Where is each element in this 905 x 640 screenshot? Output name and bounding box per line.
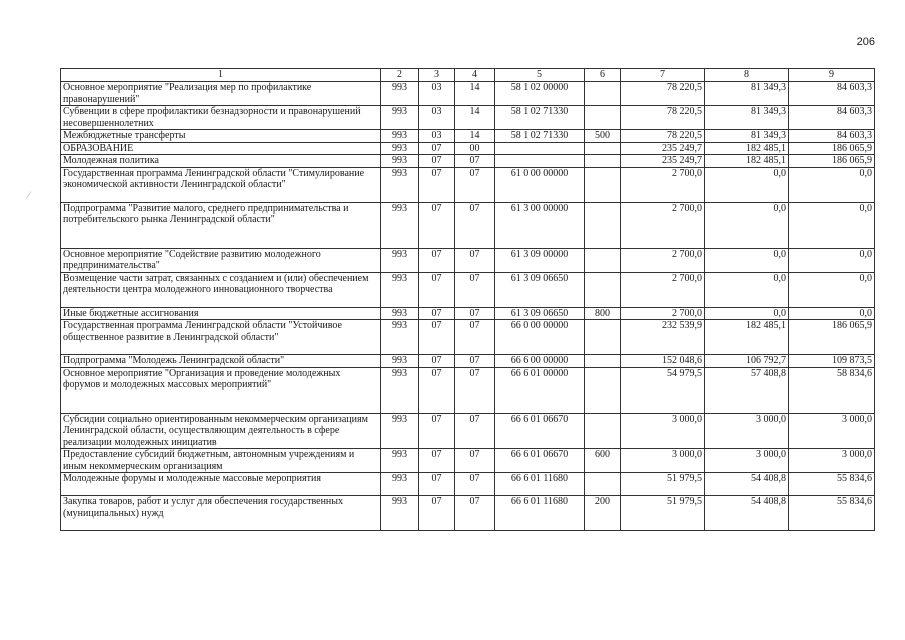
row-value-cell: 0,0 bbox=[789, 248, 875, 272]
col-header: 8 bbox=[705, 69, 789, 82]
row-value-cell: 07 bbox=[455, 167, 495, 202]
row-value-cell: 2 700,0 bbox=[621, 167, 705, 202]
row-name-cell: Закупка товаров, работ и услуг для обеспечения государственных (муниципальных) нужд bbox=[61, 496, 381, 531]
col-header: 4 bbox=[455, 69, 495, 82]
row-value-cell: 07 bbox=[419, 355, 455, 368]
row-value-cell: 84 603,3 bbox=[789, 130, 875, 143]
row-value-cell bbox=[585, 82, 621, 106]
row-value-cell bbox=[585, 142, 621, 155]
row-value-cell: 993 bbox=[381, 320, 419, 355]
row-value-cell: 200 bbox=[585, 496, 621, 531]
row-value-cell: 58 834,6 bbox=[789, 367, 875, 413]
row-value-cell: 993 bbox=[381, 367, 419, 413]
row-name-cell: Субсидии социально ориентированным некоммерческим организациям Ленинградской области, осуществляющим деятельность в сфере реализации молодежных инициатив bbox=[61, 413, 381, 449]
row-value-cell: 81 349,3 bbox=[705, 106, 789, 130]
row-value-cell: 55 834,6 bbox=[789, 473, 875, 496]
table-row bbox=[61, 248, 875, 272]
row-value-cell: 54 979,5 bbox=[621, 367, 705, 413]
row-name-cell: Подпрограмма "Молодежь Ленинградской области" bbox=[61, 355, 381, 368]
row-value-cell bbox=[495, 142, 585, 155]
table-row bbox=[61, 202, 875, 248]
row-value-cell: 66 0 00 00000 bbox=[495, 320, 585, 355]
row-value-cell: 07 bbox=[419, 272, 455, 307]
row-value-cell: 07 bbox=[419, 367, 455, 413]
row-value-cell: 2 700,0 bbox=[621, 248, 705, 272]
row-name-cell: Основное мероприятие "Реализация мер по профилактике правонарушений" bbox=[61, 82, 381, 106]
row-value-cell: 81 349,3 bbox=[705, 82, 789, 106]
row-name-cell: Основное мероприятие "Организация и проведение молодежных форумов и молодежных массовых мероприятий" bbox=[61, 367, 381, 413]
row-value-cell: 07 bbox=[455, 307, 495, 320]
row-value-cell: 07 bbox=[419, 473, 455, 496]
row-value-cell: 55 834,6 bbox=[789, 496, 875, 531]
row-value-cell bbox=[585, 367, 621, 413]
row-value-cell: 993 bbox=[381, 473, 419, 496]
row-value-cell: 993 bbox=[381, 307, 419, 320]
row-value-cell: 66 6 01 11680 bbox=[495, 496, 585, 531]
row-value-cell: 61 3 09 06650 bbox=[495, 272, 585, 307]
row-value-cell: 993 bbox=[381, 167, 419, 202]
row-value-cell: 03 bbox=[419, 82, 455, 106]
row-value-cell: 07 bbox=[419, 413, 455, 449]
row-value-cell: 58 1 02 00000 bbox=[495, 82, 585, 106]
row-value-cell: 57 408,8 bbox=[705, 367, 789, 413]
row-name-cell: Субвенции в сфере профилактики безнадзорности и правонарушений несовершеннолетних bbox=[61, 106, 381, 130]
row-value-cell: 66 6 01 06670 bbox=[495, 449, 585, 473]
table-row bbox=[61, 496, 875, 531]
col-header: 3 bbox=[419, 69, 455, 82]
row-value-cell: 235 249,7 bbox=[621, 155, 705, 168]
row-value-cell bbox=[585, 155, 621, 168]
row-value-cell bbox=[585, 272, 621, 307]
row-value-cell: 235 249,7 bbox=[621, 142, 705, 155]
row-value-cell: 61 3 09 06650 bbox=[495, 307, 585, 320]
row-value-cell: 07 bbox=[455, 155, 495, 168]
row-value-cell: 993 bbox=[381, 106, 419, 130]
row-value-cell: 07 bbox=[455, 202, 495, 248]
row-value-cell: 182 485,1 bbox=[705, 142, 789, 155]
col-header: 5 bbox=[495, 69, 585, 82]
col-header: 7 bbox=[621, 69, 705, 82]
table-row bbox=[61, 413, 875, 449]
row-value-cell: 78 220,5 bbox=[621, 130, 705, 143]
row-value-cell: 993 bbox=[381, 496, 419, 531]
row-value-cell bbox=[495, 155, 585, 168]
row-value-cell: 07 bbox=[419, 248, 455, 272]
table-row bbox=[61, 367, 875, 413]
row-value-cell: 84 603,3 bbox=[789, 82, 875, 106]
row-value-cell: 182 485,1 bbox=[705, 320, 789, 355]
row-value-cell: 993 bbox=[381, 155, 419, 168]
table-row bbox=[61, 473, 875, 496]
row-value-cell: 07 bbox=[455, 496, 495, 531]
row-value-cell: 993 bbox=[381, 142, 419, 155]
row-value-cell: 0,0 bbox=[705, 272, 789, 307]
table-row bbox=[61, 142, 875, 155]
row-value-cell: 03 bbox=[419, 130, 455, 143]
row-value-cell: 14 bbox=[455, 130, 495, 143]
row-value-cell: 2 700,0 bbox=[621, 307, 705, 320]
row-value-cell: 993 bbox=[381, 272, 419, 307]
row-name-cell: Предоставление субсидий бюджетным, автономным учреждениям и иным некоммерческим организациям bbox=[61, 449, 381, 473]
table-row bbox=[61, 272, 875, 307]
row-value-cell: 51 979,5 bbox=[621, 473, 705, 496]
row-value-cell: 800 bbox=[585, 307, 621, 320]
table-row bbox=[61, 320, 875, 355]
row-value-cell: 2 700,0 bbox=[621, 272, 705, 307]
row-value-cell bbox=[585, 106, 621, 130]
row-value-cell bbox=[585, 320, 621, 355]
row-value-cell: 109 873,5 bbox=[789, 355, 875, 368]
row-name-cell: Иные бюджетные ассигнования bbox=[61, 307, 381, 320]
row-value-cell: 51 979,5 bbox=[621, 496, 705, 531]
row-value-cell bbox=[585, 413, 621, 449]
row-value-cell: 81 349,3 bbox=[705, 130, 789, 143]
row-value-cell: 3 000,0 bbox=[705, 449, 789, 473]
row-value-cell: 07 bbox=[455, 320, 495, 355]
row-value-cell: 232 539,9 bbox=[621, 320, 705, 355]
row-value-cell: 152 048,6 bbox=[621, 355, 705, 368]
row-value-cell: 66 6 00 00000 bbox=[495, 355, 585, 368]
row-value-cell: 993 bbox=[381, 248, 419, 272]
table-row bbox=[61, 167, 875, 202]
row-value-cell: 66 6 01 06670 bbox=[495, 413, 585, 449]
row-name-cell: Молодежные форумы и молодежные массовые мероприятия bbox=[61, 473, 381, 496]
row-value-cell: 07 bbox=[455, 413, 495, 449]
row-value-cell: 186 065,9 bbox=[789, 142, 875, 155]
row-value-cell bbox=[585, 248, 621, 272]
row-value-cell: 58 1 02 71330 bbox=[495, 106, 585, 130]
row-value-cell bbox=[585, 473, 621, 496]
col-header: 2 bbox=[381, 69, 419, 82]
row-value-cell: 0,0 bbox=[705, 202, 789, 248]
table-row bbox=[61, 355, 875, 368]
row-value-cell: 3 000,0 bbox=[789, 449, 875, 473]
row-name-cell: Подпрограмма "Развитие малого, среднего предпринимательства и потребительского рынка Ленинградской области" bbox=[61, 202, 381, 248]
row-value-cell: 07 bbox=[455, 367, 495, 413]
table-row bbox=[61, 307, 875, 320]
row-value-cell: 07 bbox=[419, 449, 455, 473]
row-value-cell: 500 bbox=[585, 130, 621, 143]
row-value-cell: 0,0 bbox=[705, 167, 789, 202]
table-row bbox=[61, 106, 875, 130]
row-value-cell: 66 6 01 00000 bbox=[495, 367, 585, 413]
row-value-cell: 07 bbox=[455, 248, 495, 272]
row-name-cell: Молодежная политика bbox=[61, 155, 381, 168]
row-value-cell: 07 bbox=[455, 272, 495, 307]
budget-table bbox=[60, 68, 875, 531]
row-value-cell: 0,0 bbox=[789, 307, 875, 320]
row-value-cell: 07 bbox=[419, 142, 455, 155]
row-value-cell: 54 408,8 bbox=[705, 496, 789, 531]
row-value-cell: 54 408,8 bbox=[705, 473, 789, 496]
row-value-cell: 106 792,7 bbox=[705, 355, 789, 368]
row-value-cell: 3 000,0 bbox=[621, 449, 705, 473]
row-value-cell: 58 1 02 71330 bbox=[495, 130, 585, 143]
row-value-cell: 0,0 bbox=[705, 307, 789, 320]
header-row bbox=[61, 69, 875, 82]
row-value-cell: 07 bbox=[455, 473, 495, 496]
row-value-cell: 0,0 bbox=[789, 167, 875, 202]
row-value-cell: 2 700,0 bbox=[621, 202, 705, 248]
row-value-cell: 84 603,3 bbox=[789, 106, 875, 130]
row-value-cell: 07 bbox=[419, 496, 455, 531]
row-name-cell: Межбюджетные трансферты bbox=[61, 130, 381, 143]
row-value-cell: 61 0 00 00000 bbox=[495, 167, 585, 202]
row-value-cell: 0,0 bbox=[705, 248, 789, 272]
row-value-cell: 3 000,0 bbox=[705, 413, 789, 449]
row-value-cell: 600 bbox=[585, 449, 621, 473]
row-value-cell: 00 bbox=[455, 142, 495, 155]
row-name-cell: Государственная программа Ленинградской области "Стимулирование экономической активности Ленинградской области" bbox=[61, 167, 381, 202]
row-value-cell: 0,0 bbox=[789, 202, 875, 248]
table-row bbox=[61, 155, 875, 168]
col-header: 1 bbox=[61, 69, 381, 82]
row-value-cell: 993 bbox=[381, 413, 419, 449]
row-value-cell: 993 bbox=[381, 355, 419, 368]
table-row bbox=[61, 130, 875, 143]
row-value-cell: 14 bbox=[455, 106, 495, 130]
table-row bbox=[61, 82, 875, 106]
row-value-cell bbox=[585, 167, 621, 202]
row-value-cell: 993 bbox=[381, 130, 419, 143]
row-value-cell: 182 485,1 bbox=[705, 155, 789, 168]
row-value-cell: 03 bbox=[419, 106, 455, 130]
row-value-cell: 0,0 bbox=[789, 272, 875, 307]
row-value-cell: 66 6 01 11680 bbox=[495, 473, 585, 496]
row-value-cell: 61 3 09 00000 bbox=[495, 248, 585, 272]
row-value-cell: 3 000,0 bbox=[621, 413, 705, 449]
row-value-cell: 61 3 00 00000 bbox=[495, 202, 585, 248]
row-name-cell: Государственная программа Ленинградской области "Устойчивое общественное развитие в Ленинградской области" bbox=[61, 320, 381, 355]
col-header: 6 bbox=[585, 69, 621, 82]
row-value-cell bbox=[585, 202, 621, 248]
row-value-cell: 07 bbox=[419, 202, 455, 248]
row-value-cell: 07 bbox=[419, 320, 455, 355]
row-value-cell: 3 000,0 bbox=[789, 413, 875, 449]
page-number: 206 bbox=[856, 36, 875, 48]
table-row bbox=[61, 449, 875, 473]
scan-mark: ⁄ bbox=[28, 190, 30, 200]
row-value-cell: 78 220,5 bbox=[621, 106, 705, 130]
row-value-cell: 14 bbox=[455, 82, 495, 106]
row-value-cell: 186 065,9 bbox=[789, 320, 875, 355]
row-value-cell: 07 bbox=[455, 355, 495, 368]
row-name-cell: ОБРАЗОВАНИЕ bbox=[61, 142, 381, 155]
row-value-cell: 07 bbox=[455, 449, 495, 473]
row-name-cell: Основное мероприятие "Содействие развитию молодежного предпринимательства" bbox=[61, 248, 381, 272]
row-value-cell: 993 bbox=[381, 449, 419, 473]
row-name-cell: Возмещение части затрат, связанных с созданием и (или) обеспечением деятельности центра молодежного инновационного творчества bbox=[61, 272, 381, 307]
row-value-cell: 993 bbox=[381, 202, 419, 248]
row-value-cell: 78 220,5 bbox=[621, 82, 705, 106]
row-value-cell bbox=[585, 355, 621, 368]
row-value-cell: 07 bbox=[419, 307, 455, 320]
row-value-cell: 186 065,9 bbox=[789, 155, 875, 168]
row-value-cell: 07 bbox=[419, 155, 455, 168]
col-header: 9 bbox=[789, 69, 875, 82]
row-value-cell: 993 bbox=[381, 82, 419, 106]
row-value-cell: 07 bbox=[419, 167, 455, 202]
